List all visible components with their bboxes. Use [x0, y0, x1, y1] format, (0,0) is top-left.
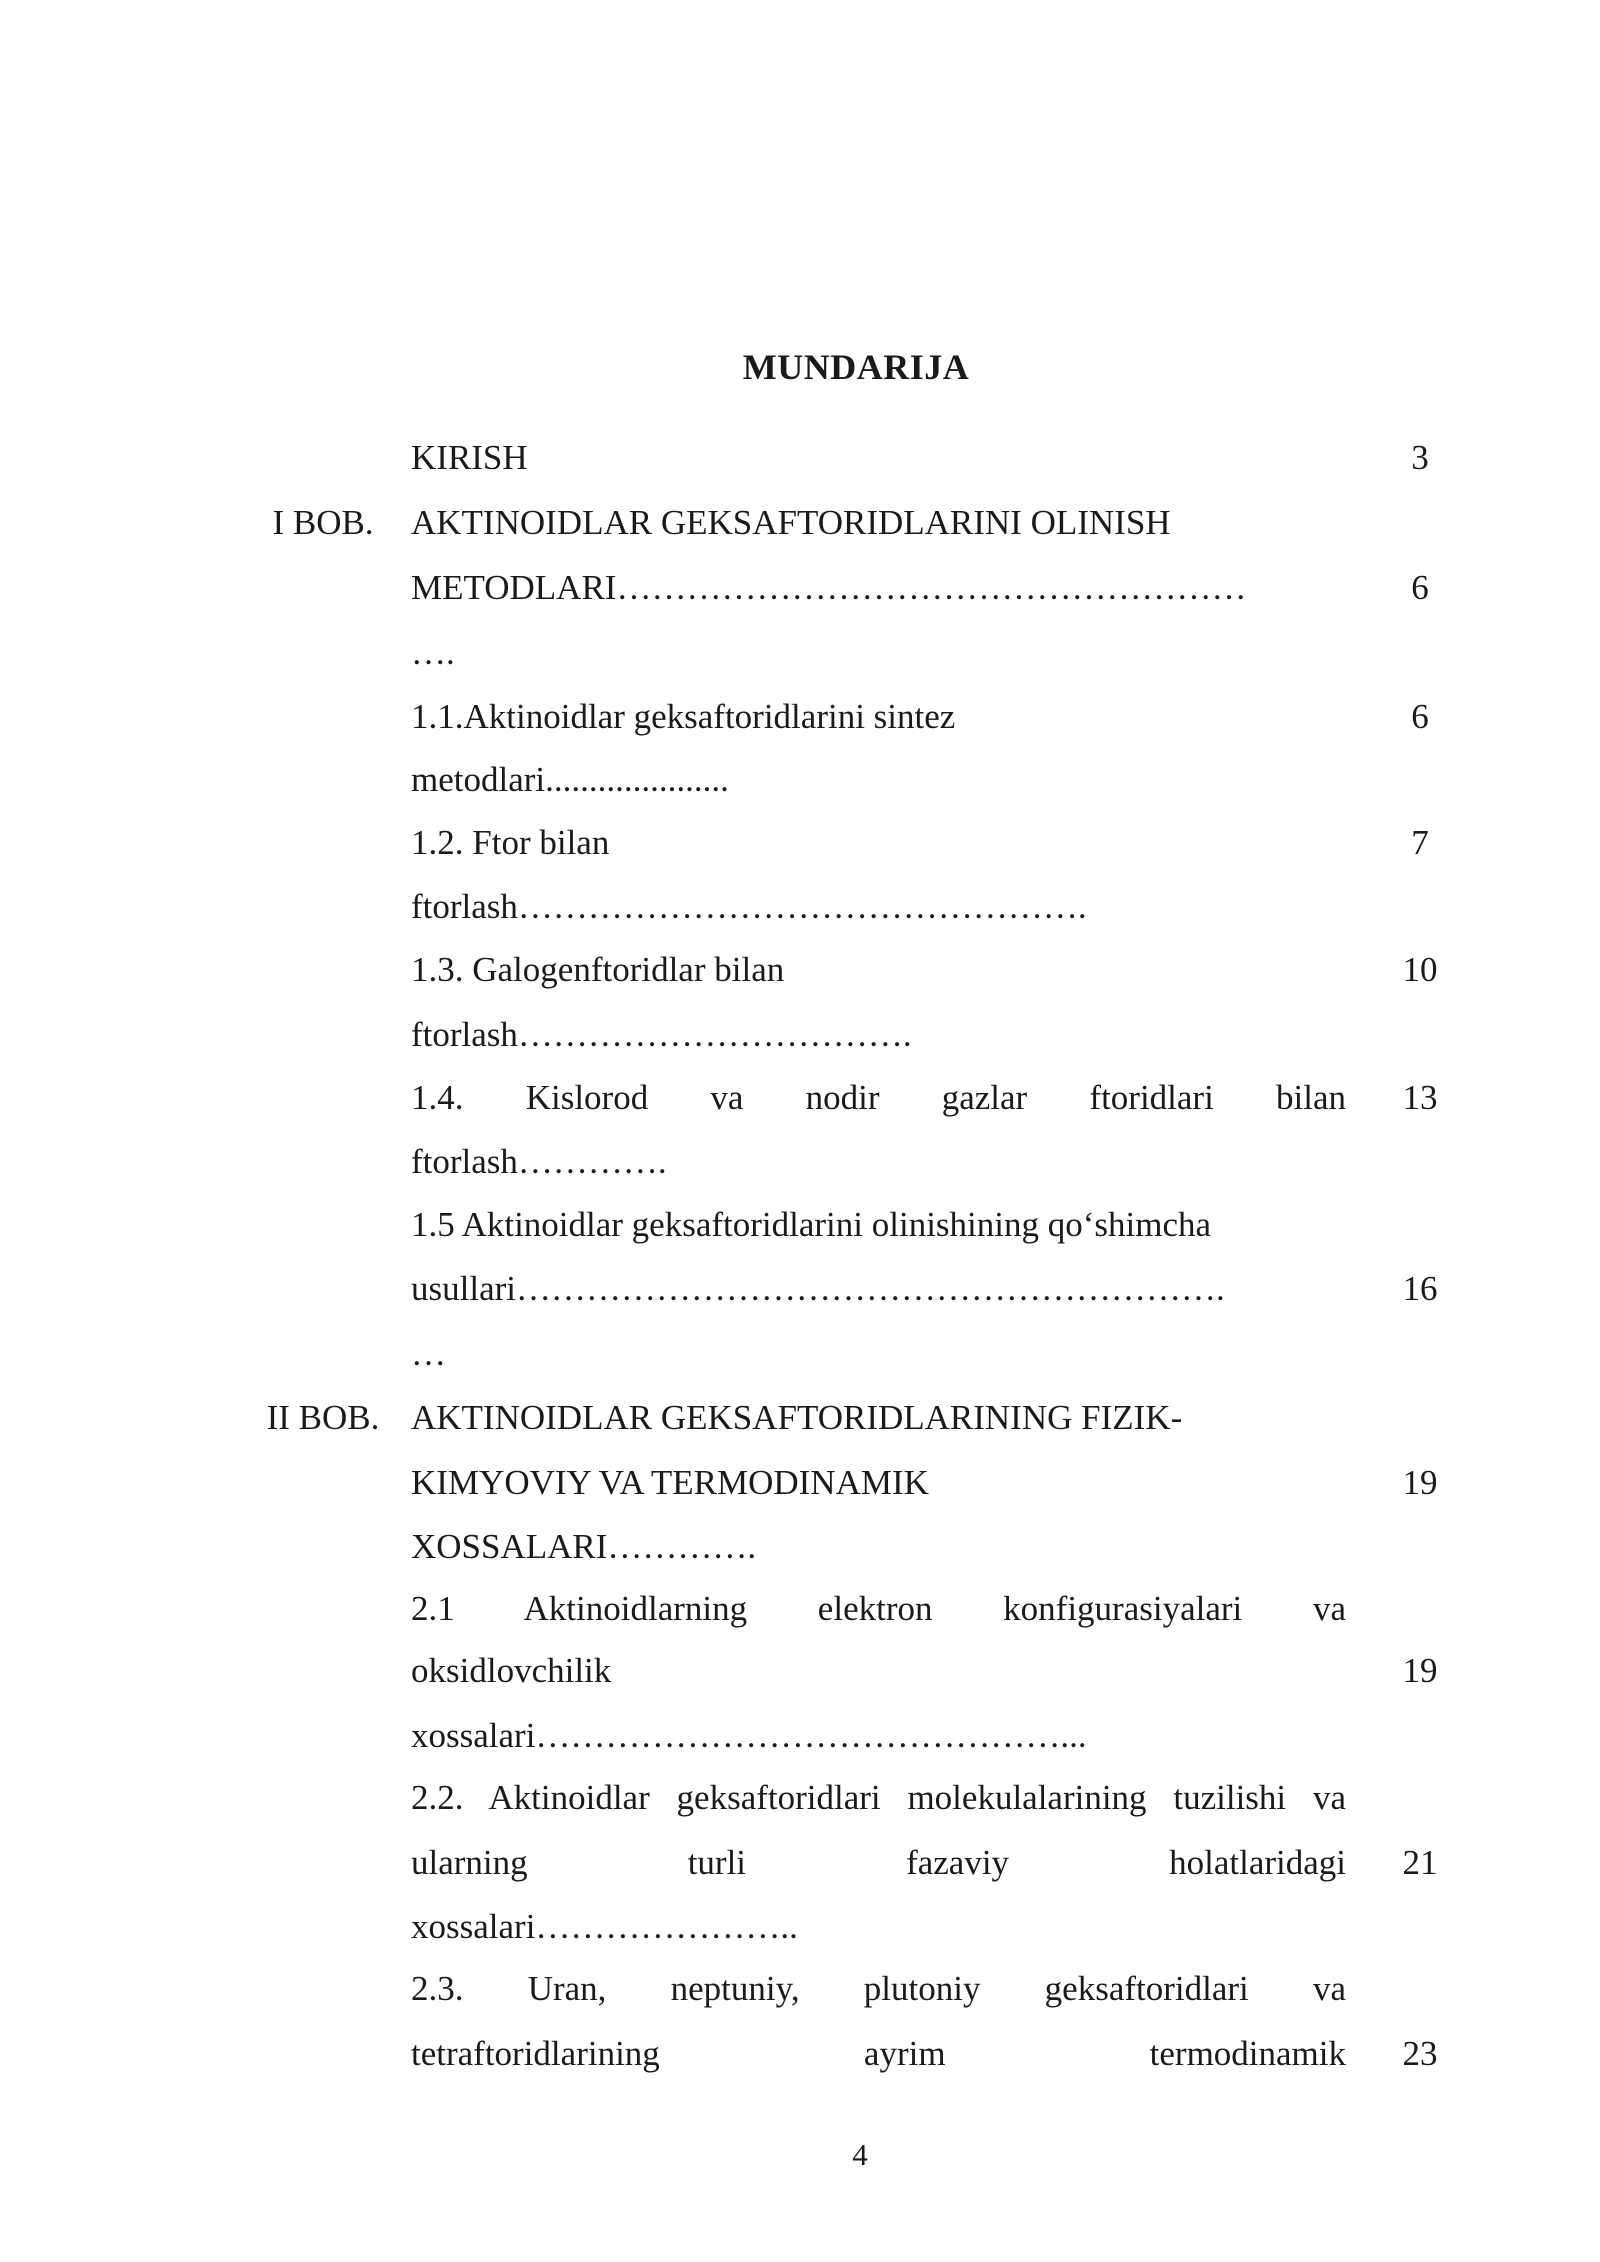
toc-entry-text: ftorlash……………………………. — [411, 1015, 912, 1054]
toc-line — [0, 433, 1600, 483]
toc-entry-text: METODLARI……………………………………………… — [411, 568, 1247, 607]
toc-entry-text: XOSSALARI…………. — [411, 1527, 757, 1566]
toc-entry-text: …. — [411, 633, 455, 672]
toc-entry-text: ularning turli fazaviy holatlaridagi — [411, 1843, 1346, 1882]
toc-page-number: 6 — [1411, 697, 1429, 736]
toc-page-number: 13 — [1402, 1078, 1438, 1117]
toc-line — [0, 1773, 1600, 1823]
chapter-label: I BOB. — [272, 503, 374, 542]
toc-page-number: 6 — [1411, 568, 1429, 607]
toc-line — [0, 1010, 1600, 1060]
toc-line — [0, 1964, 1600, 2014]
toc-entry-text: ftorlash…………………………………………. — [411, 887, 1087, 926]
toc-line — [0, 818, 1600, 868]
toc-entry-text: 2.1 Aktinoidlarning elektron konfigurasiyalari va — [411, 1589, 1346, 1628]
toc-entry-text: 1.2. Ftor bilan — [411, 823, 610, 862]
toc-entry-text: usullari……………………………………………………. — [411, 1269, 1225, 1308]
toc-line — [0, 1073, 1600, 1123]
toc-entry-text: 2.2. Aktinoidlar geksaftoridlari molekulalarining tuzilishi va — [411, 1778, 1346, 1817]
toc-page-number: 19 — [1402, 1651, 1438, 1690]
toc-line — [0, 1393, 1600, 1443]
toc-page-number: 21 — [1402, 1843, 1438, 1882]
toc-page-number: 7 — [1411, 823, 1429, 862]
toc-title: MUNDARIJA — [742, 347, 970, 387]
page-number: 4 — [852, 2137, 868, 2172]
toc-entry-text: ftorlash…………. — [411, 1142, 667, 1181]
toc-line — [0, 945, 1600, 995]
toc-entry-text: 1.5 Aktinoidlar geksaftoridlarini olinishining qo‘shimcha — [411, 1205, 1212, 1244]
toc-entry-text: AKTINOIDLAR GEKSAFTORIDLARINI OLINISH — [411, 503, 1171, 542]
toc-entry-text: 1.3. Galogenftoridlar bilan — [411, 950, 785, 989]
toc-entry-text: 1.4. Kislorod va nodir gazlar ftoridlari bilan — [411, 1078, 1346, 1117]
toc-page-number: 10 — [1402, 950, 1438, 989]
toc-entry-text: tetraftoridlarining ayrim termodinamik — [411, 2034, 1346, 2073]
toc-line — [0, 1522, 1600, 1572]
toc-entry-text: metodlari..................... — [411, 760, 729, 799]
toc-line — [0, 1838, 1600, 1888]
toc-page-number: 23 — [1402, 2034, 1438, 2073]
toc-page-number: 3 — [1411, 438, 1429, 477]
toc-line — [0, 1711, 1600, 1761]
toc-entry-text: AKTINOIDLAR GEKSAFTORIDLARINING FIZIK- — [411, 1398, 1183, 1437]
toc-line — [0, 628, 1600, 678]
toc-entry-text: 2.3. Uran, neptuniy, plutoniy geksaftoridlari va — [411, 1969, 1346, 2008]
toc-line — [0, 498, 1600, 548]
toc-line — [0, 692, 1600, 742]
toc-line — [0, 1200, 1600, 1250]
toc-line — [0, 1646, 1600, 1696]
toc-page-number: 19 — [1402, 1463, 1438, 1502]
toc-line — [0, 1264, 1600, 1314]
toc-entry-text: oksidlovchilik — [411, 1651, 612, 1690]
toc-line — [0, 1902, 1600, 1952]
toc-line — [0, 1329, 1600, 1379]
toc-line — [0, 755, 1600, 805]
toc-entry-text: 1.1.Aktinoidlar geksaftoridlarini sintez — [411, 697, 956, 736]
toc-line — [0, 2029, 1600, 2079]
toc-line — [0, 1458, 1600, 1508]
toc-page-number: 16 — [1402, 1269, 1438, 1308]
toc-line — [0, 882, 1600, 932]
toc-entry-text: KIMYOVIY VA TERMODINAMIK — [411, 1463, 929, 1502]
chapter-label: II BOB. — [266, 1398, 380, 1437]
toc-entry-text: xossalari………………………………………... — [411, 1716, 1087, 1755]
toc-line — [0, 563, 1600, 613]
toc-entry-text: KIRISH — [411, 438, 528, 477]
toc-line — [0, 1137, 1600, 1187]
toc-entry-text: xossalari………………….. — [411, 1907, 798, 1946]
toc-line — [0, 1584, 1600, 1634]
toc-entry-text: … — [411, 1334, 446, 1373]
